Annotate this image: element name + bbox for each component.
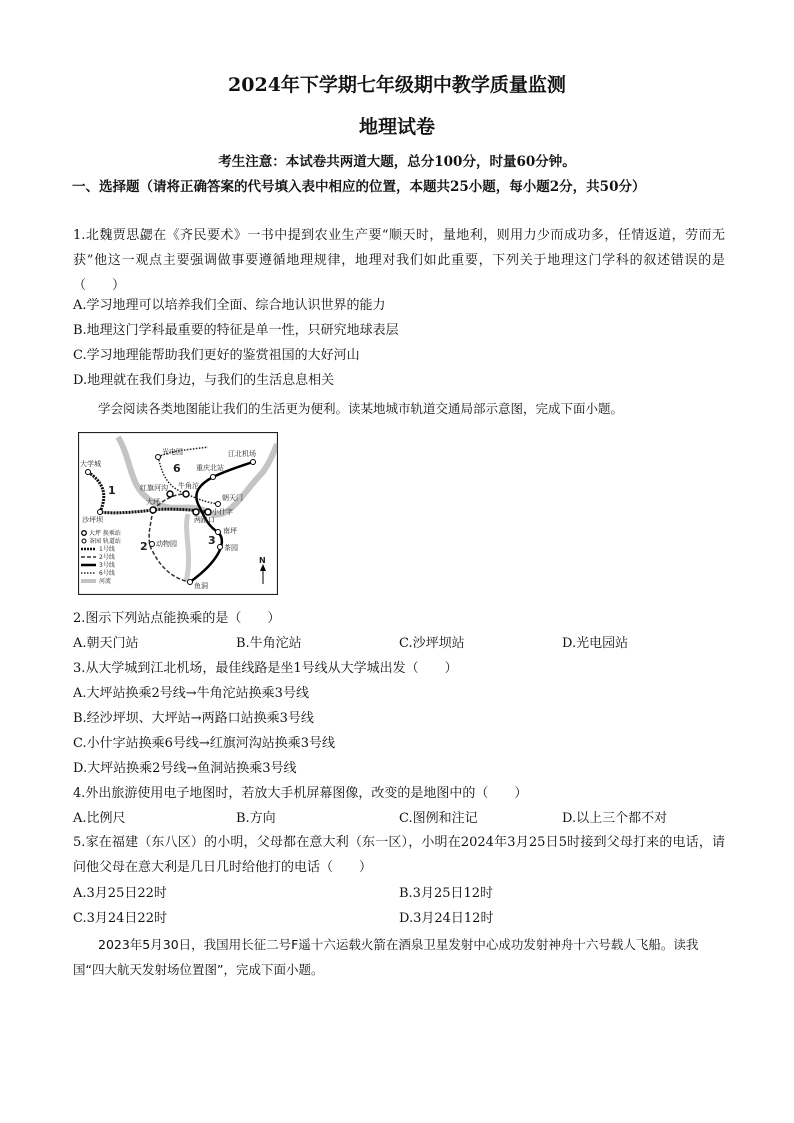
question-4-option-a: A.比例尺 — [73, 811, 126, 826]
question-4-option-b: B.方向 — [236, 811, 276, 826]
legend-line-2: 2号线 — [99, 554, 115, 561]
legend-line-3: 3号线 — [99, 562, 115, 569]
question-4-stem: 4.外出旅游使用电子地图时，若放大手机屏幕图像，改变的是地图中的（ ） — [73, 786, 528, 801]
question-1-stem: 1.北魏贾思勰在《齐民要术》一书中提到农业生产要“顺天时，量地利，则用力少而成功多，任情返道，劳而无获”他这一观点主要强调做事要遵循地理规律，地理对我们如此重要，下列关于地理这门学科的叙述错误的是（ ） — [73, 228, 725, 293]
question-1-option-d: D.地理就在我们身边，与我们的生活息息相关 — [73, 373, 335, 388]
label-jiangbeijichang: 江北机场 — [228, 450, 256, 458]
station-shapingba — [98, 510, 103, 515]
question-2-option-c: C.沙坪坝站 — [399, 636, 465, 651]
question-4-option-d: D.以上三个都不对 — [562, 811, 668, 826]
exam-title: 2024年下学期七年级期中教学质量监测 — [228, 74, 566, 96]
question-5-option-d: D.3月24日12时 — [399, 911, 494, 926]
reading-intro-2: 2023年5月30日，我国用长征二号F遥十六运载火箭在酒泉卫星发射中心成功发射神舟十六号载人飞船。读我国“四大航天发射场位置图”，完成下面小题。 — [73, 937, 699, 977]
label-chayuan: 茶园 — [224, 544, 238, 552]
reading-intro-1: 学会阅读各类地图能让我们的生活更为便利。读某地城市轨道交通局部示意图，完成下面小题。 — [98, 401, 624, 416]
question-5-options-row-1 — [73, 884, 725, 904]
question-3-stem: 3.从大学城到江北机场，最佳线路是坐1号线从大学城出发（ ） — [73, 661, 458, 676]
legend-line-1: 1号线 — [99, 546, 115, 553]
station-lianglukou — [193, 509, 199, 515]
question-2-option-d: D.光电园站 — [562, 636, 629, 651]
svg-text:N: N — [259, 556, 266, 565]
question-2-option-b: B.牛角沱站 — [236, 636, 302, 651]
legend-transfer: 大坪 换乘站 — [89, 530, 121, 537]
station-chayuan — [218, 545, 223, 550]
label-chongqingbeizhan: 重庆北站 — [196, 464, 224, 472]
legend-river: 河流 — [99, 578, 112, 585]
line-number-2: 2 — [140, 540, 148, 553]
legend-line-6: 6号线 — [99, 570, 115, 577]
label-xiaoshizi: 小什字 — [212, 508, 233, 516]
station-chaotianmen — [216, 502, 221, 507]
question-2-options — [73, 634, 725, 654]
question-3-option-a: A.大坪站换乘2号线→牛角沱站换乘3号线 — [73, 686, 309, 701]
question-2-stem: 2.图示下列站点能换乘的是（ ） — [73, 611, 281, 626]
question-3-option-c: C.小什字站换乘6号线→红旗河沟站换乘3号线 — [73, 736, 336, 751]
question-2-option-a: A.朝天门站 — [73, 636, 139, 651]
label-guangdianyuan: 光电园 — [162, 448, 183, 456]
label-dongwuyuan: 动物园 — [156, 540, 177, 548]
label-niujiaotuo: 牛角沱 — [178, 482, 199, 490]
question-5-option-c: C.3月24日22时 — [73, 911, 167, 926]
exam-subtitle: 地理试卷 — [358, 116, 435, 138]
question-1-option-a: A.学习地理可以培养我们全面、综合地认识世界的能力 — [73, 298, 386, 313]
station-xiaoshizi — [205, 509, 211, 515]
station-guangdianyuan — [156, 455, 161, 460]
exam-notice: 考生注意：本试卷共两道大题，总分100分，时量60分钟。 — [218, 154, 576, 170]
station-daping — [150, 507, 156, 513]
label-yudong: 鱼洞 — [194, 582, 208, 590]
question-3-option-d: D.大坪站换乘2号线→鱼洞站换乘3号线 — [73, 761, 297, 776]
river-branch — [186, 514, 189, 582]
station-chongqingbeizhan — [211, 475, 216, 480]
legend-station: 茶园 轨道站 — [89, 538, 121, 545]
station-dongwuyuan — [150, 542, 155, 547]
question-4-options — [73, 809, 725, 829]
label-shapingba: 沙坪坝 — [82, 516, 103, 524]
label-hongqihegou: 红旗河沟 — [140, 484, 168, 492]
station-nanping — [216, 530, 221, 535]
station-daxuecheng — [86, 470, 91, 475]
question-4-option-c: C.图例和注记 — [399, 811, 478, 826]
station-jiangbeijichang — [251, 460, 256, 465]
label-daping: 大坪 — [146, 498, 160, 506]
label-nanping: 南坪 — [223, 527, 237, 535]
station-yudong — [188, 580, 193, 585]
label-daxuecheng: 大学城 — [80, 460, 101, 468]
station-niujiaotuo — [183, 491, 189, 497]
question-1-option-c: C.学习地理能帮助我们更好的鉴赏祖国的大好河山 — [73, 348, 360, 363]
question-5-option-b: B.3月25日12时 — [399, 886, 494, 901]
rail-transit-map — [78, 432, 278, 595]
question-3-option-b: B.经沙坪坝、大坪站→两路口站换乘3号线 — [73, 711, 314, 726]
question-5-option-a: A.3月25日22时 — [73, 886, 167, 901]
line-number-3: 3 — [208, 534, 216, 547]
label-chaotianmen: 朝天门 — [222, 494, 243, 502]
line-number-1: 1 — [108, 484, 116, 497]
question-1-option-b: B.地理这门学科最重要的特征是单一性，只研究地球表层 — [73, 323, 399, 338]
line-number-6: 6 — [173, 462, 181, 475]
question-5-stem: 5.家在福建（东八区）的小明，父母都在意大利（东一区），小明在2024年3月25日5时接到父母打来的电话，请问他父母在意大利是几日几时给他打的电话（ ） — [73, 835, 725, 875]
section-heading: 一、选择题（请将正确答案的代号填入表中相应的位置，本题共25小题，每小题2分，共50分） — [72, 179, 646, 195]
question-5-options-row-2 — [73, 909, 725, 929]
label-lianglukou: 两路口 — [194, 516, 215, 524]
